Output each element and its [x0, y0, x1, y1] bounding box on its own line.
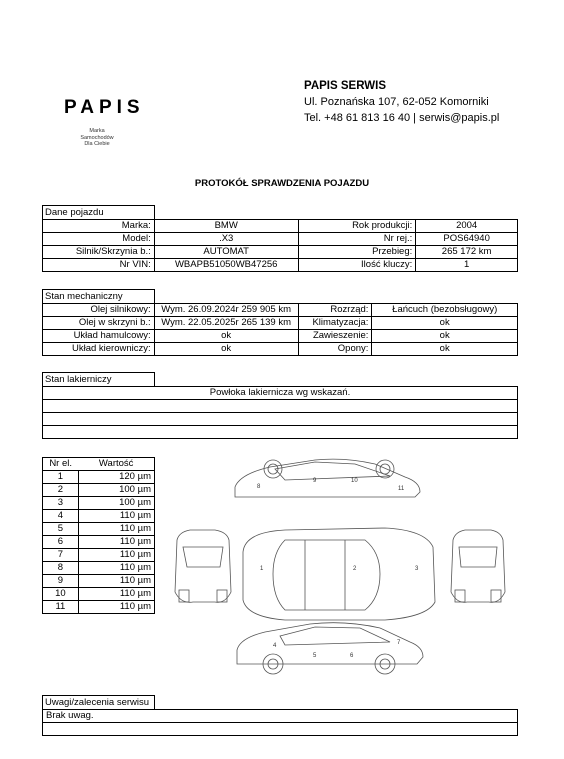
- notes-table: [42, 709, 518, 736]
- diagram-label: 4: [273, 643, 277, 649]
- table-row: [43, 510, 155, 523]
- element-nr: 8: [43, 562, 79, 575]
- element-nr: 6: [43, 536, 79, 549]
- diagram-label: 10: [351, 478, 358, 484]
- tagline-line: Samochodów: [80, 134, 114, 141]
- field-label: Zawieszenie:: [298, 330, 372, 343]
- table-row: [43, 471, 155, 484]
- field-value: POS64940: [416, 233, 518, 246]
- table-row: [43, 549, 155, 562]
- field-value: .X3: [154, 233, 298, 246]
- brand-logo: PAPIS: [64, 97, 145, 118]
- field-value: Łańcuch (bezobsługowy): [372, 304, 518, 317]
- field-value: AUTOMAT: [154, 246, 298, 259]
- element-nr: 4: [43, 510, 79, 523]
- paint-table: [42, 386, 518, 439]
- table-row: [43, 220, 518, 233]
- section-header-mechanical: Stan mechaniczny: [42, 289, 155, 303]
- table-row: [43, 710, 518, 723]
- table-row: [43, 400, 518, 413]
- brand-tagline: [68, 128, 126, 148]
- table-row: [43, 601, 155, 614]
- section-header-notes: Uwagi/zalecenia serwisu: [42, 695, 155, 709]
- element-value: 120 µm: [78, 471, 154, 484]
- table-row: [43, 723, 518, 736]
- vehicle-table: [42, 219, 518, 272]
- element-value: 100 µm: [78, 484, 154, 497]
- field-label: Przebieg:: [298, 246, 416, 259]
- table-row: [43, 330, 518, 343]
- element-nr: 2: [43, 484, 79, 497]
- element-value: 110 µm: [78, 510, 154, 523]
- paint-line: [43, 413, 518, 426]
- mechanical-table: [42, 303, 518, 356]
- table-row: [43, 387, 518, 400]
- element-nr: 7: [43, 549, 79, 562]
- table-row: [43, 588, 155, 601]
- table-row: [43, 259, 518, 272]
- table-row: [43, 343, 518, 356]
- element-nr: 3: [43, 497, 79, 510]
- element-value: 110 µm: [78, 588, 154, 601]
- diagram-label: 9: [313, 478, 317, 484]
- element-value: 110 µm: [78, 523, 154, 536]
- car-diagram: [165, 452, 517, 692]
- paint-line: [43, 426, 518, 439]
- diagram-label: 2: [353, 566, 357, 572]
- element-value: 110 µm: [78, 601, 154, 614]
- note-line: Brak uwag.: [43, 710, 518, 723]
- diagram-label: 6: [350, 653, 354, 659]
- field-value: 1: [416, 259, 518, 272]
- diagram-label: 11: [398, 486, 405, 492]
- field-label: Marka:: [43, 220, 155, 233]
- field-value: ok: [372, 330, 518, 343]
- element-nr: 11: [43, 601, 79, 614]
- company-name: PAPIS SERWIS: [304, 80, 387, 92]
- element-value: 100 µm: [78, 497, 154, 510]
- company-address: Ul. Poznańska 107, 62-052 Komorniki: [304, 96, 489, 108]
- table-row: [43, 317, 518, 330]
- diagram-label: 1: [260, 566, 264, 572]
- element-value: 110 µm: [78, 562, 154, 575]
- element-nr: 1: [43, 471, 79, 484]
- column-header-value: Wartość: [78, 458, 154, 471]
- note-line: [43, 723, 518, 736]
- diagram-label: 7: [397, 640, 401, 646]
- car-top-view: [243, 528, 435, 620]
- column-header-nr: Nr el.: [43, 458, 79, 471]
- field-label: Model:: [43, 233, 155, 246]
- diagram-label: 3: [415, 566, 419, 572]
- field-value: BMW: [154, 220, 298, 233]
- car-side-view-bottom: [237, 623, 423, 674]
- field-value: ok: [154, 330, 298, 343]
- tagline-line: Marka: [89, 128, 105, 134]
- field-label: Olej w skrzyni b.:: [43, 317, 155, 330]
- field-label: Klimatyzacja:: [298, 317, 372, 330]
- element-value: 110 µm: [78, 536, 154, 549]
- car-rear-view: [451, 530, 505, 602]
- field-label: Olej silnikowy:: [43, 304, 155, 317]
- table-row: [43, 523, 155, 536]
- paint-line: [43, 400, 518, 413]
- field-label: Nr VIN:: [43, 259, 155, 272]
- paint-line: Powłoka lakiernicza wg wskazań.: [43, 387, 518, 400]
- diagram-label: 5: [313, 653, 317, 659]
- element-value: 110 µm: [78, 575, 154, 588]
- table-row: [43, 426, 518, 439]
- field-value: ok: [372, 343, 518, 356]
- field-label: Rok produkcji:: [298, 220, 416, 233]
- section-header-paint: Stan lakierniczy: [42, 372, 155, 386]
- field-label: Układ hamulcowy:: [43, 330, 155, 343]
- car-side-view-top: [235, 459, 420, 497]
- table-row: [43, 304, 518, 317]
- table-row: [43, 246, 518, 259]
- table-row: [43, 484, 155, 497]
- field-value: ok: [154, 343, 298, 356]
- field-value: 265 172 km: [416, 246, 518, 259]
- measurement-table: [42, 457, 155, 614]
- element-value: 110 µm: [78, 549, 154, 562]
- field-value: WBAPB51050WB47256: [154, 259, 298, 272]
- field-label: Ilość kluczy:: [298, 259, 416, 272]
- field-value: 2004: [416, 220, 518, 233]
- element-nr: 9: [43, 575, 79, 588]
- table-row: [43, 575, 155, 588]
- table-header-row: [43, 458, 155, 471]
- car-front-view: [175, 530, 231, 602]
- section-header-vehicle: Dane pojazdu: [42, 205, 155, 219]
- diagram-label: 8: [257, 484, 261, 490]
- field-value: Wym. 22.05.2025r 265 139 km: [154, 317, 298, 330]
- field-label: Silnik/Skrzynia b.:: [43, 246, 155, 259]
- document-title: PROTOKÓŁ SPRAWDZENIA POJAZDU: [194, 178, 370, 189]
- table-row: [43, 562, 155, 575]
- table-row: [43, 536, 155, 549]
- field-value: ok: [372, 317, 518, 330]
- company-contact: Tel. +48 61 813 16 40 | serwis@papis.pl: [304, 112, 500, 124]
- field-label: Rozrząd:: [298, 304, 372, 317]
- field-label: Opony:: [298, 343, 372, 356]
- table-row: [43, 413, 518, 426]
- table-row: [43, 497, 155, 510]
- element-nr: 5: [43, 523, 79, 536]
- field-label: Układ kierowniczy:: [43, 343, 155, 356]
- field-value: Wym. 26.09.2024r 259 905 km: [154, 304, 298, 317]
- tagline-line: Dla Ciebie: [84, 141, 110, 147]
- field-label: Nr rej.:: [298, 233, 416, 246]
- company-block: [304, 78, 499, 126]
- table-row: [43, 233, 518, 246]
- element-nr: 10: [43, 588, 79, 601]
